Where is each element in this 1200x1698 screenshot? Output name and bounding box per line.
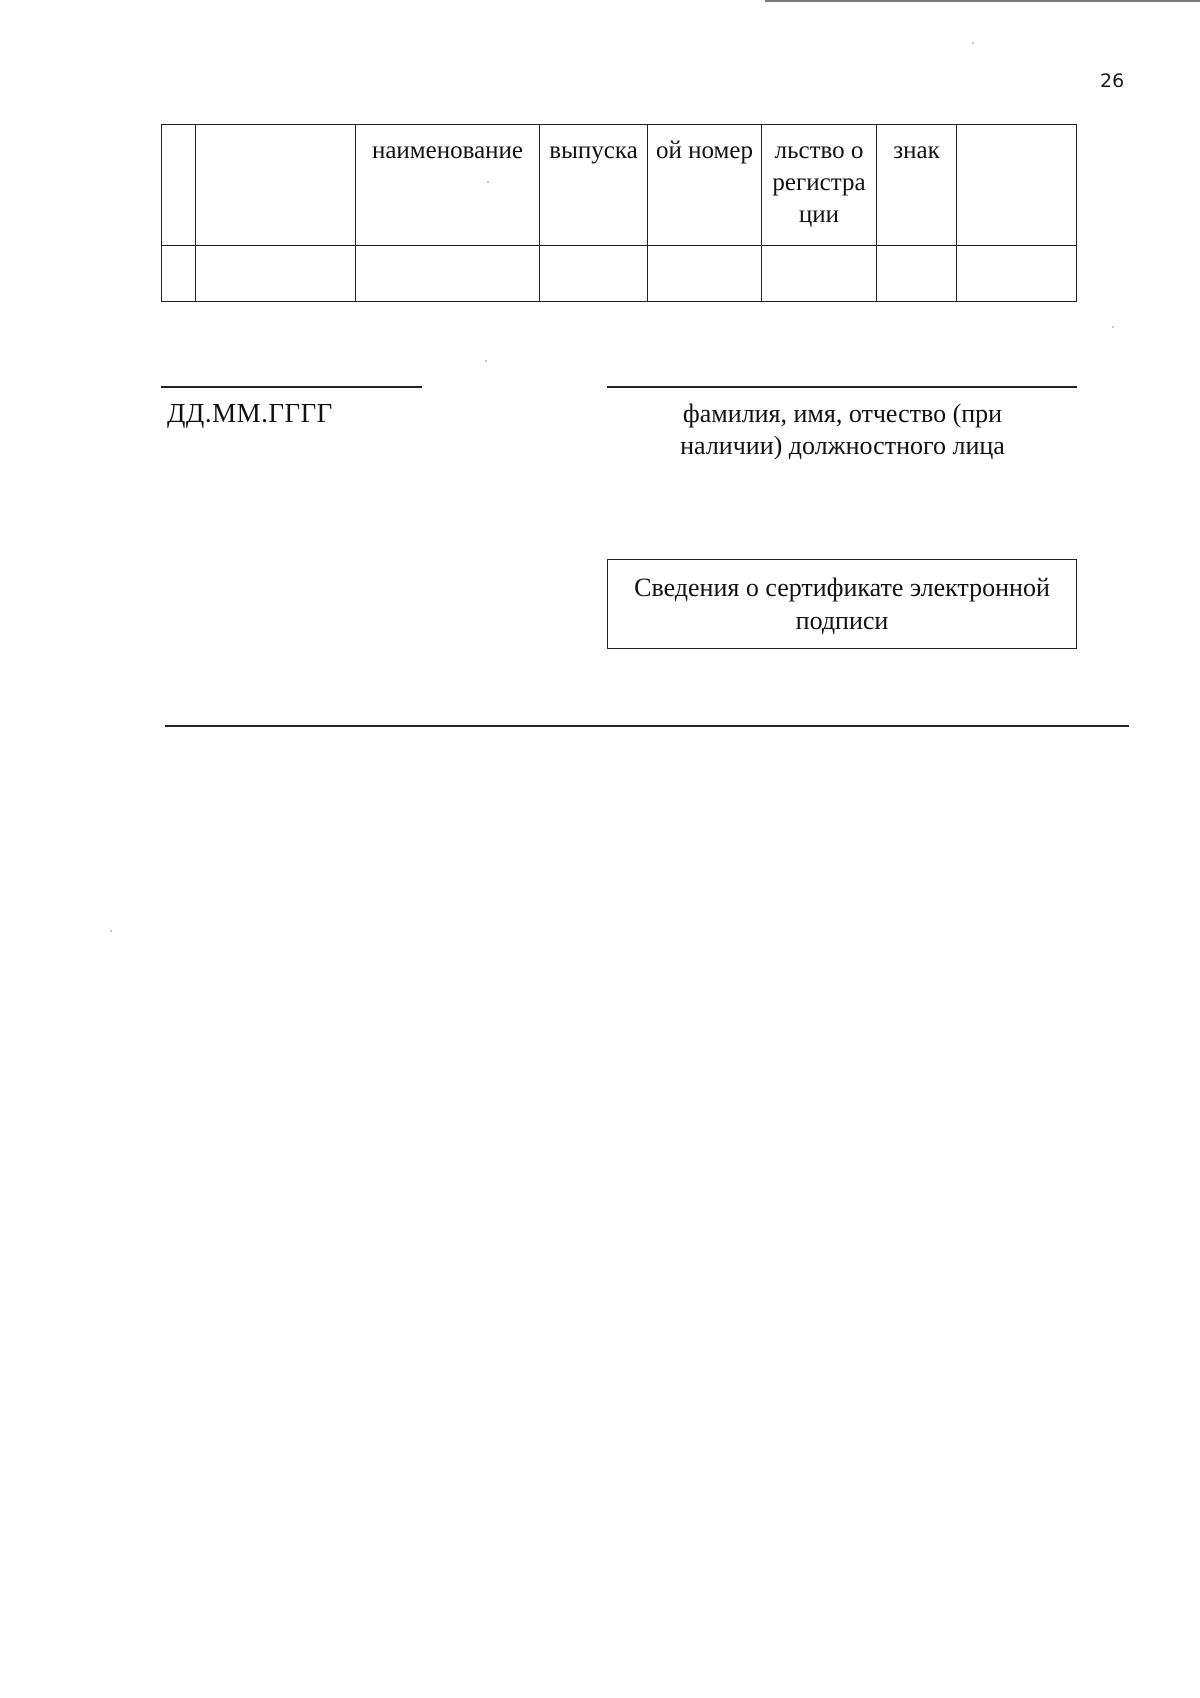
- table-cell: [877, 246, 957, 302]
- scan-speck: [1112, 326, 1114, 328]
- table-cell: [648, 246, 762, 302]
- date-placeholder: ДД.ММ.ГГГГ: [167, 398, 333, 428]
- header-cell-issue: выпуска: [540, 125, 648, 246]
- table-cell: [196, 246, 356, 302]
- table-row: [162, 246, 1077, 302]
- page-number: 26: [1100, 70, 1125, 92]
- page-bottom-rule: [165, 725, 1129, 727]
- table-cell: [957, 246, 1077, 302]
- official-name-caption: фамилия, имя, отчество (при наличии) должностного лица: [680, 399, 1005, 460]
- scan-edge-line: [765, 0, 1200, 2]
- table-cell: [162, 246, 196, 302]
- registry-table: [161, 124, 1077, 302]
- header-cell-mark: знак: [877, 125, 957, 246]
- header-cell-name: наименование: [356, 125, 540, 246]
- table-header-row: [162, 125, 1077, 246]
- certificate-box-text: Сведения о сертификате электронной подписи: [634, 573, 1050, 635]
- header-cell-index: [162, 125, 196, 246]
- name-signature-line: [607, 386, 1077, 388]
- scan-speck: [972, 42, 974, 44]
- table-cell: [540, 246, 648, 302]
- table-cell: [762, 246, 877, 302]
- scan-speck: [487, 181, 489, 183]
- electronic-signature-certificate-box: [607, 559, 1077, 649]
- date-signature-line: [161, 386, 422, 388]
- header-cell-empty: [196, 125, 356, 246]
- scan-speck: [110, 930, 112, 932]
- table-cell: [356, 246, 540, 302]
- header-cell-registration-certificate: льство о регистрации: [762, 125, 877, 246]
- scan-speck: [485, 360, 487, 362]
- header-cell-last: [957, 125, 1077, 246]
- header-cell-number: ой номер: [648, 125, 762, 246]
